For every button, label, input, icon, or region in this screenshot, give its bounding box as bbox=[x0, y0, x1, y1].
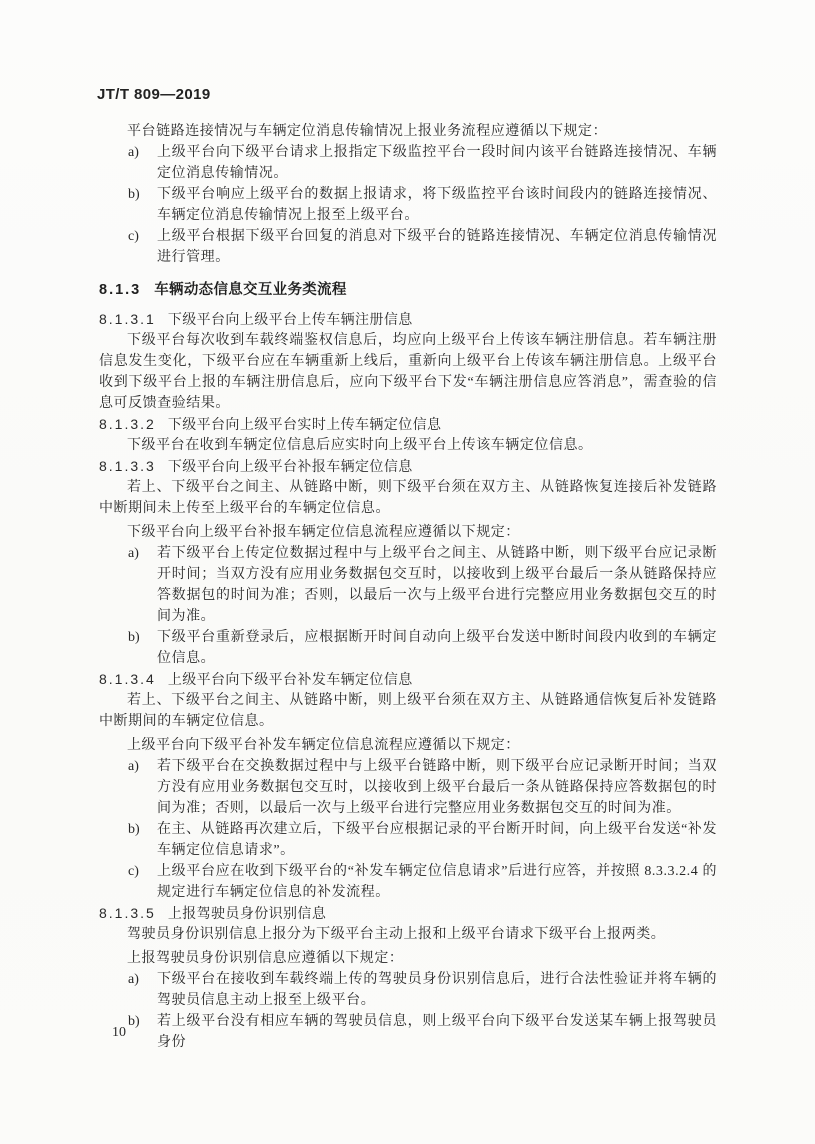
clause-title: 下级平台向上级平台上传车辆注册信息 bbox=[167, 311, 413, 327]
list-marker: a) bbox=[128, 546, 139, 561]
list-text: 上级平台应在收到下级平台的“补发车辆定位信息请求”后进行应答，并按照 8.3.3.2.4 的规定进行车辆定位信息的补发流程。 bbox=[157, 864, 717, 900]
clause-heading-8-1-3-5 bbox=[99, 903, 717, 924]
list-text: 上级平台根据下级平台回复的消息对下级平台的链路连接情况、车辆定位消息传输情况进行管理。 bbox=[157, 229, 717, 265]
list-marker: c) bbox=[128, 229, 139, 244]
list-marker: b) bbox=[128, 630, 140, 645]
list-marker: a) bbox=[128, 145, 139, 160]
list-item bbox=[99, 819, 717, 861]
clause-number: 8.1.3.1 bbox=[99, 311, 156, 327]
rule-lead: 上级平台向下级平台补发车辆定位信息流程应遵循以下规定： bbox=[127, 738, 520, 753]
clause-number: 8.1.3.4 bbox=[99, 671, 156, 687]
clause-number: 8.1.3.3 bbox=[99, 458, 156, 474]
section-heading-8-1-3 bbox=[99, 280, 717, 301]
clause-number: 8.1.3.5 bbox=[99, 905, 156, 921]
list-marker: c) bbox=[128, 864, 139, 879]
list-text: 若上级平台没有相应车辆的驾驶员信息，则上级平台向下级平台发送某车辆上报驾驶员身份 bbox=[157, 1014, 717, 1050]
list-marker: a) bbox=[128, 972, 139, 987]
list-item bbox=[99, 861, 717, 903]
list-text: 下级平台响应上级平台的数据上报请求，将下级监控平台该时间段内的链路连接情况、车辆定位消息传输情况上报至上级平台。 bbox=[157, 187, 717, 223]
clause-heading-8-1-3-4 bbox=[99, 669, 717, 690]
page-number: 10 bbox=[112, 1025, 126, 1040]
list-text: 下级平台在接收到车载终端上传的驾驶员身份识别信息后，进行合法性验证并将车辆的驾驶员信息主动上报至上级平台。 bbox=[157, 972, 717, 1008]
paragraph: 驾驶员身份识别信息上报分为下级平台主动上报和上级平台请求下级平台上报两类。 bbox=[127, 927, 666, 942]
list-text: 上级平台向下级平台请求上报指定下级监控平台一段时间内该平台链路连接情况、车辆定位消息传输情况。 bbox=[157, 145, 717, 181]
page-content bbox=[99, 121, 717, 1053]
clause-heading-8-1-3-2 bbox=[99, 414, 717, 435]
list-item bbox=[99, 543, 717, 627]
section-title: 车辆动态信息交互业务类流程 bbox=[154, 282, 347, 298]
standard-code: JT/T 809—2019 bbox=[97, 86, 211, 103]
list-item bbox=[99, 142, 717, 184]
list-marker: b) bbox=[128, 822, 140, 837]
intro-lead: 平台链路连接情况与车辆定位消息传输情况上报业务流程应遵循以下规定： bbox=[127, 124, 608, 139]
list-text: 在主、从链路再次建立后，下级平台应根据记录的平台断开时间，向上级平台发送“补发车辆定位信息请求”。 bbox=[157, 822, 717, 858]
list-item bbox=[99, 627, 717, 669]
list-marker: a) bbox=[128, 759, 139, 774]
list-text: 下级平台重新登录后，应根据断开时间自动向上级平台发送中断时间段内收到的车辆定位信息。 bbox=[157, 630, 717, 666]
clause-heading-8-1-3-1 bbox=[99, 309, 717, 330]
list-text: 若下级平台上传定位数据过程中与上级平台之间主、从链路中断，则下级平台应记录断开时间；当双方没有应用业务数据包交互时，以接收到上级平台最后一条从链路保持应答数据包的时间为准；否则，以最后一次与上级平台进行完整应用业务数据包交互的时间为准。 bbox=[157, 546, 717, 624]
clause-title: 下级平台向上级平台实时上传车辆定位信息 bbox=[167, 416, 442, 432]
paragraph: 下级平台在收到车辆定位信息后应实时向上级平台上传该车辆定位信息。 bbox=[127, 438, 593, 453]
list-marker: b) bbox=[128, 187, 140, 202]
clause-title: 下级平台向上级平台补报车辆定位信息 bbox=[167, 458, 413, 474]
list-item bbox=[99, 969, 717, 1011]
clause-heading-8-1-3-3 bbox=[99, 456, 717, 477]
clause-title: 上级平台向下级平台补发车辆定位信息 bbox=[167, 671, 413, 687]
rule-lead: 下级平台向上级平台补报车辆定位信息流程应遵循以下规定： bbox=[127, 525, 520, 540]
list-item bbox=[99, 226, 717, 268]
list-item bbox=[99, 1011, 717, 1053]
list-marker: b) bbox=[128, 1014, 140, 1029]
list-item bbox=[99, 756, 717, 819]
clause-number: 8.1.3.2 bbox=[99, 416, 156, 432]
clause-title: 上报驾驶员身份识别信息 bbox=[167, 905, 327, 921]
section-number: 8.1.3 bbox=[99, 282, 142, 298]
paragraph: 若上、下级平台之间主、从链路中断，则上级平台须在双方主、从链路通信恢复后补发链路中断期间的车辆定位信息。 bbox=[99, 693, 717, 729]
list-text: 若下级平台在交换数据过程中与上级平台链路中断，则下级平台应记录断开时间；当双方没有应用业务数据包交互时，以接收到上级平台最后一条从链路保持应答数据包的时间为准；否则，以最后一次与上级平台进行完整应用业务数据包交互的时间为准。 bbox=[157, 759, 717, 816]
rule-lead: 上报驾驶员身份识别信息应遵循以下规定： bbox=[127, 951, 404, 966]
paragraph: 若上、下级平台之间主、从链路中断，则下级平台须在双方主、从链路恢复连接后补发链路中断期间未上传至上级平台的车辆定位信息。 bbox=[99, 480, 717, 516]
paragraph: 下级平台每次收到车载终端鉴权信息后，均应向上级平台上传该车辆注册信息。若车辆注册信息发生变化，下级平台应在车辆重新上线后，重新向上级平台上传该车辆注册信息。上级平台收到下级平台上报的车辆注册信息后，应向下级平台下发“车辆注册信息应答消息”，需查验的信息可反馈查验结果。 bbox=[99, 333, 717, 411]
list-item bbox=[99, 184, 717, 226]
